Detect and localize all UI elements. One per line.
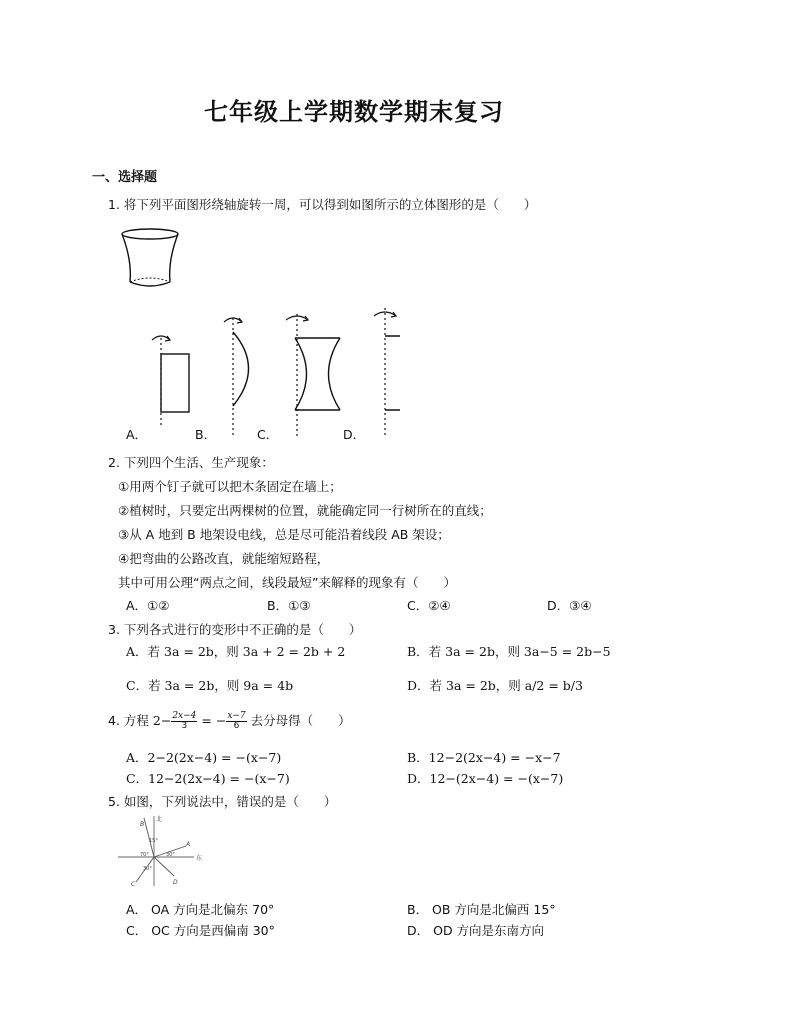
q1-stem: 1. 将下列平面图形绕轴旋转一周，可以得到如图所示的立体图形的是（ ） <box>108 197 537 212</box>
q5-angle-4: 30° <box>143 866 152 872</box>
section-heading: 一、选择题 <box>92 170 158 185</box>
q5-stem: 5. 如图，下列说法中，错误的是（ ） <box>108 794 337 809</box>
q4-frac1-num: 2x−4 <box>172 711 197 721</box>
q5-label-a: A <box>186 841 191 848</box>
q4-equation-line <box>108 711 351 731</box>
q3-option-a: A．若 3a = 2b，则 3a + 2 = 2b + 2 <box>126 644 346 659</box>
q1-label-c: C． <box>257 427 279 442</box>
q1-option-figures <box>140 308 400 436</box>
q2-item-4: ④把弯曲的公路改直，就能缩短路程， <box>118 551 330 566</box>
q5-label-b: B <box>140 821 145 828</box>
q5-option-b: B． OB 方向是北偏西 15° <box>407 902 556 917</box>
q3-stem: 3. 下列各式进行的变形中不正确的是（ ） <box>108 622 362 637</box>
q5-direction-figure <box>116 812 206 890</box>
q1-label-d: D． <box>343 427 366 442</box>
q4-suffix: 去分母得（ ） <box>250 713 351 728</box>
q4-frac2-den: 6 <box>233 721 240 731</box>
q5-label-east: 东 <box>196 855 203 862</box>
q1-label-a: A． <box>126 427 148 442</box>
q5-label-d: D <box>173 879 178 886</box>
q2-ask: 其中可用公理“两点之间，线段最短”来解释的现象有（ ） <box>118 575 456 590</box>
q2-stem: 2. 下列四个生活、生产现象： <box>108 455 274 470</box>
q3-option-d: D．若 3a = 2b，则 a/2 = b/3 <box>407 678 583 693</box>
q4-option-b: B．12−2(2x−4) = −x−7 <box>407 750 561 765</box>
q1-label-b: B． <box>195 427 217 442</box>
q4-prefix: 4. 方程 <box>108 713 149 728</box>
q4-eq-lhs: 2− <box>152 713 172 728</box>
q1-figure-a <box>152 336 189 428</box>
q5-option-c: C． OC 方向是西偏南 30° <box>126 923 275 938</box>
q2-option-c: C．②④ <box>407 598 451 613</box>
q2-option-a: A．①② <box>126 598 170 613</box>
q5-label-c: C <box>131 881 136 888</box>
q5-angle-3: 30° <box>166 852 175 858</box>
q2-item-3: ③从 A 地到 B 地架设电线，总是尽可能沿着线段 AB 架设； <box>118 527 450 542</box>
q4-frac1-den: 3 <box>181 721 188 731</box>
page-title: 七年级上学期数学期末复习 <box>204 98 504 126</box>
q2-option-b: B．①③ <box>267 598 311 613</box>
q4-eq-mid: = − <box>201 713 227 728</box>
q5-label-north: 北 <box>156 816 163 823</box>
q1-figure-c <box>286 314 340 436</box>
q4-option-a: A．2−2(2x−4) = −(x−7) <box>126 750 282 765</box>
q5-option-d: D． OD 方向是东南方向 <box>407 923 545 938</box>
q1-solid-figure <box>110 222 190 294</box>
q4-option-c: C．12−2(2x−4) = −(x−7) <box>126 771 290 786</box>
q5-option-a: A． OA 方向是北偏东 70° <box>126 902 275 917</box>
q5-angle-2: 70° <box>140 852 149 858</box>
q2-item-2: ②植树时，只要定出两棵树的位置，就能确定同一行树所在的直线； <box>118 503 492 518</box>
q2-option-d: D．③④ <box>547 598 592 613</box>
q2-item-1: ①用两个钉子就可以把木条固定在墙上； <box>118 479 342 494</box>
q3-option-b: B．若 3a = 2b，则 3a−5 = 2b−5 <box>407 644 611 659</box>
q4-fraction-2 <box>226 712 246 731</box>
q3-option-c: C．若 3a = 2b，则 9a = 4b <box>126 678 294 693</box>
q4-option-d: D．12−(2x−4) = −(x−7) <box>407 771 564 786</box>
q4-fraction-1 <box>171 712 197 731</box>
q1-figure-d <box>374 308 400 436</box>
q5-angle-1: 15° <box>149 838 158 844</box>
q1-figure-b <box>224 318 249 436</box>
q4-frac2-num: x−7 <box>227 711 246 721</box>
